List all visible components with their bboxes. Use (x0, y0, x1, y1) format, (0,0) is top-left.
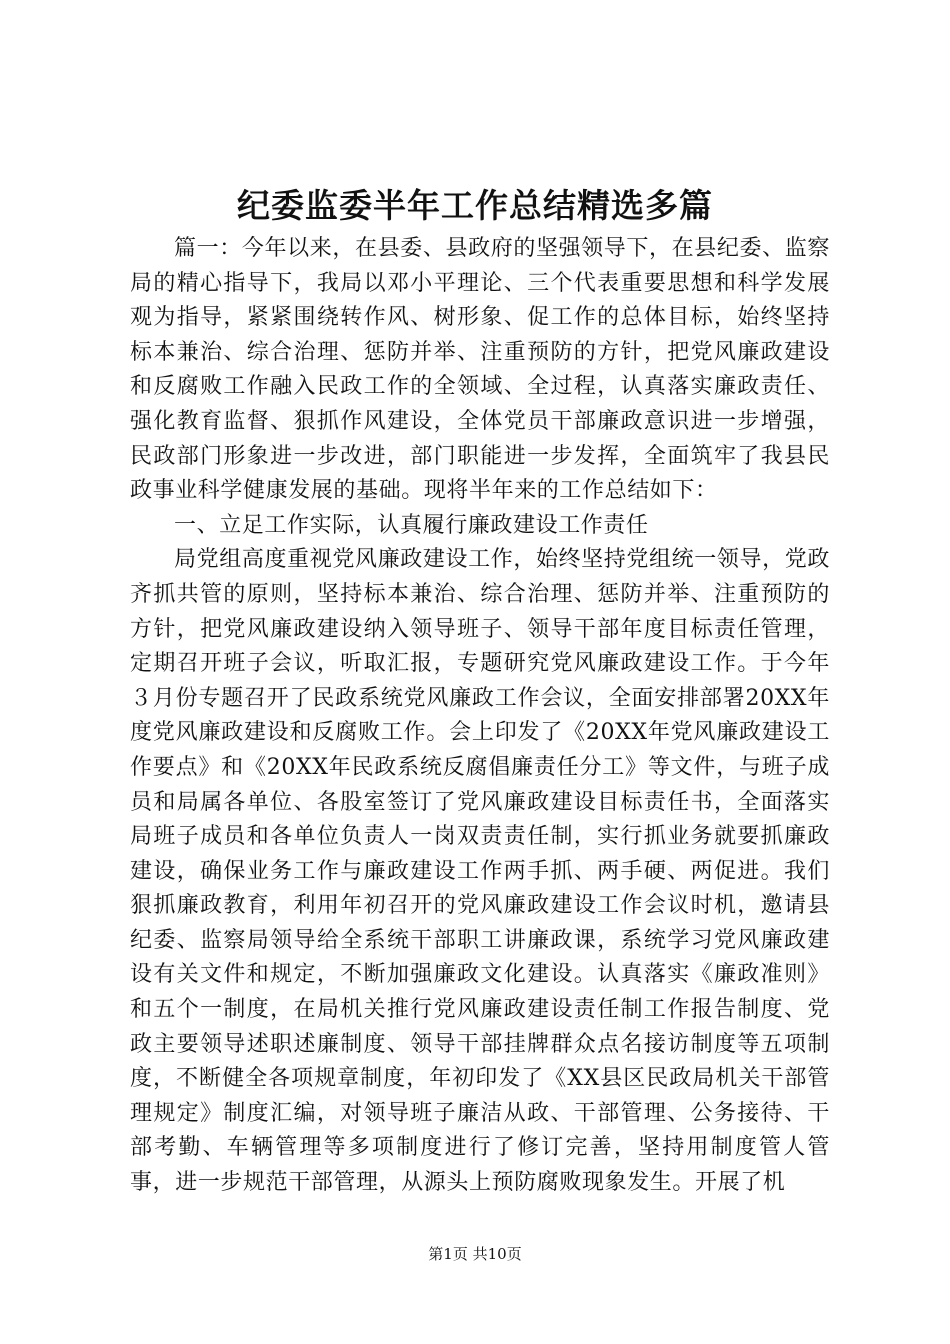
page-footer: 第1页 共10页 (428, 1245, 522, 1263)
paragraph-section-1: 局党组高度重视党风廉政建设工作，始终坚持党组统一领导，党政齐抓共管的原则，坚持标本兼治、综合治理、惩防并举、注重预防的方针，把党风廉政建设纳入领导班子、领导干部年度目标责任管理，定期召开班子会议，听取汇报，专题研究党风廉政建设工作。于今年３月份专题召开了民政系统党风廉政工作会议，全面安排部署20XX年度党风廉政建设和反腐败工作。会上印发了《20XX年党风廉政建设工作要点》和《20XX年民政系统反腐倡廉责任分工》等文件，与班子成员和局属各单位、各股室签订了党风廉政建设目标责任书，全面落实局班子成员和各单位负责人一岗双责责任制，实行抓业务就要抓廉政建设，确保业务工作与廉政建设工作两手抓、两手硬、两促进。我们狠抓廉政教育，利用年初召开的党风廉政建设工作会议时机，邀请县纪委、监察局领导给全系统干部职工讲廉政课，系统学习党风廉政建设有关文件和规定，不断加强廉政文化建设。认真落实《廉政准则》和五个一制度，在局机关推行党风廉政建设责任制工作报告制度、党政主要领导述职述廉制度、领导干部挂牌群众点名接访制度等五项制度，不断健全各项规章制度，年初印发了《XX县区民政局机关干部管理规定》制度汇编，对领导班子廉洁从政、干部管理、公务接待、干部考勤、车辆管理等多项制度进行了修订完善，坚持用制度管人管事，进一步规范干部管理，从源头上预防腐败现象发生。开展了机 (130, 547, 830, 1196)
paragraph-intro: 篇一：今年以来，在县委、县政府的坚强领导下，在县纪委、监察局的精心指导下，我局以邓小平理论、三个代表重要思想和科学发展观为指导，紧紧围绕转作风、树形象、促工作的总体目标，始终坚持标本兼治、综合治理、惩防并举、注重预防的方针，把党风廉政建设和反腐败工作融入民政工作的全领域、全过程，认真落实廉政责任、强化教育监督、狠抓作风建设，全体党员干部廉政意识进一步增强，民政部门形象进一步改进，部门职能进一步发挥，全面筑牢了我县民政事业科学健康发展的基础。现将半年来的工作总结如下： (130, 236, 830, 504)
document-body (130, 232, 830, 1201)
document-title: 纪委监委半年工作总结精选多篇 (237, 186, 713, 226)
section-heading-1: 一、立足工作实际，认真履行廉政建设工作责任 (174, 512, 649, 538)
